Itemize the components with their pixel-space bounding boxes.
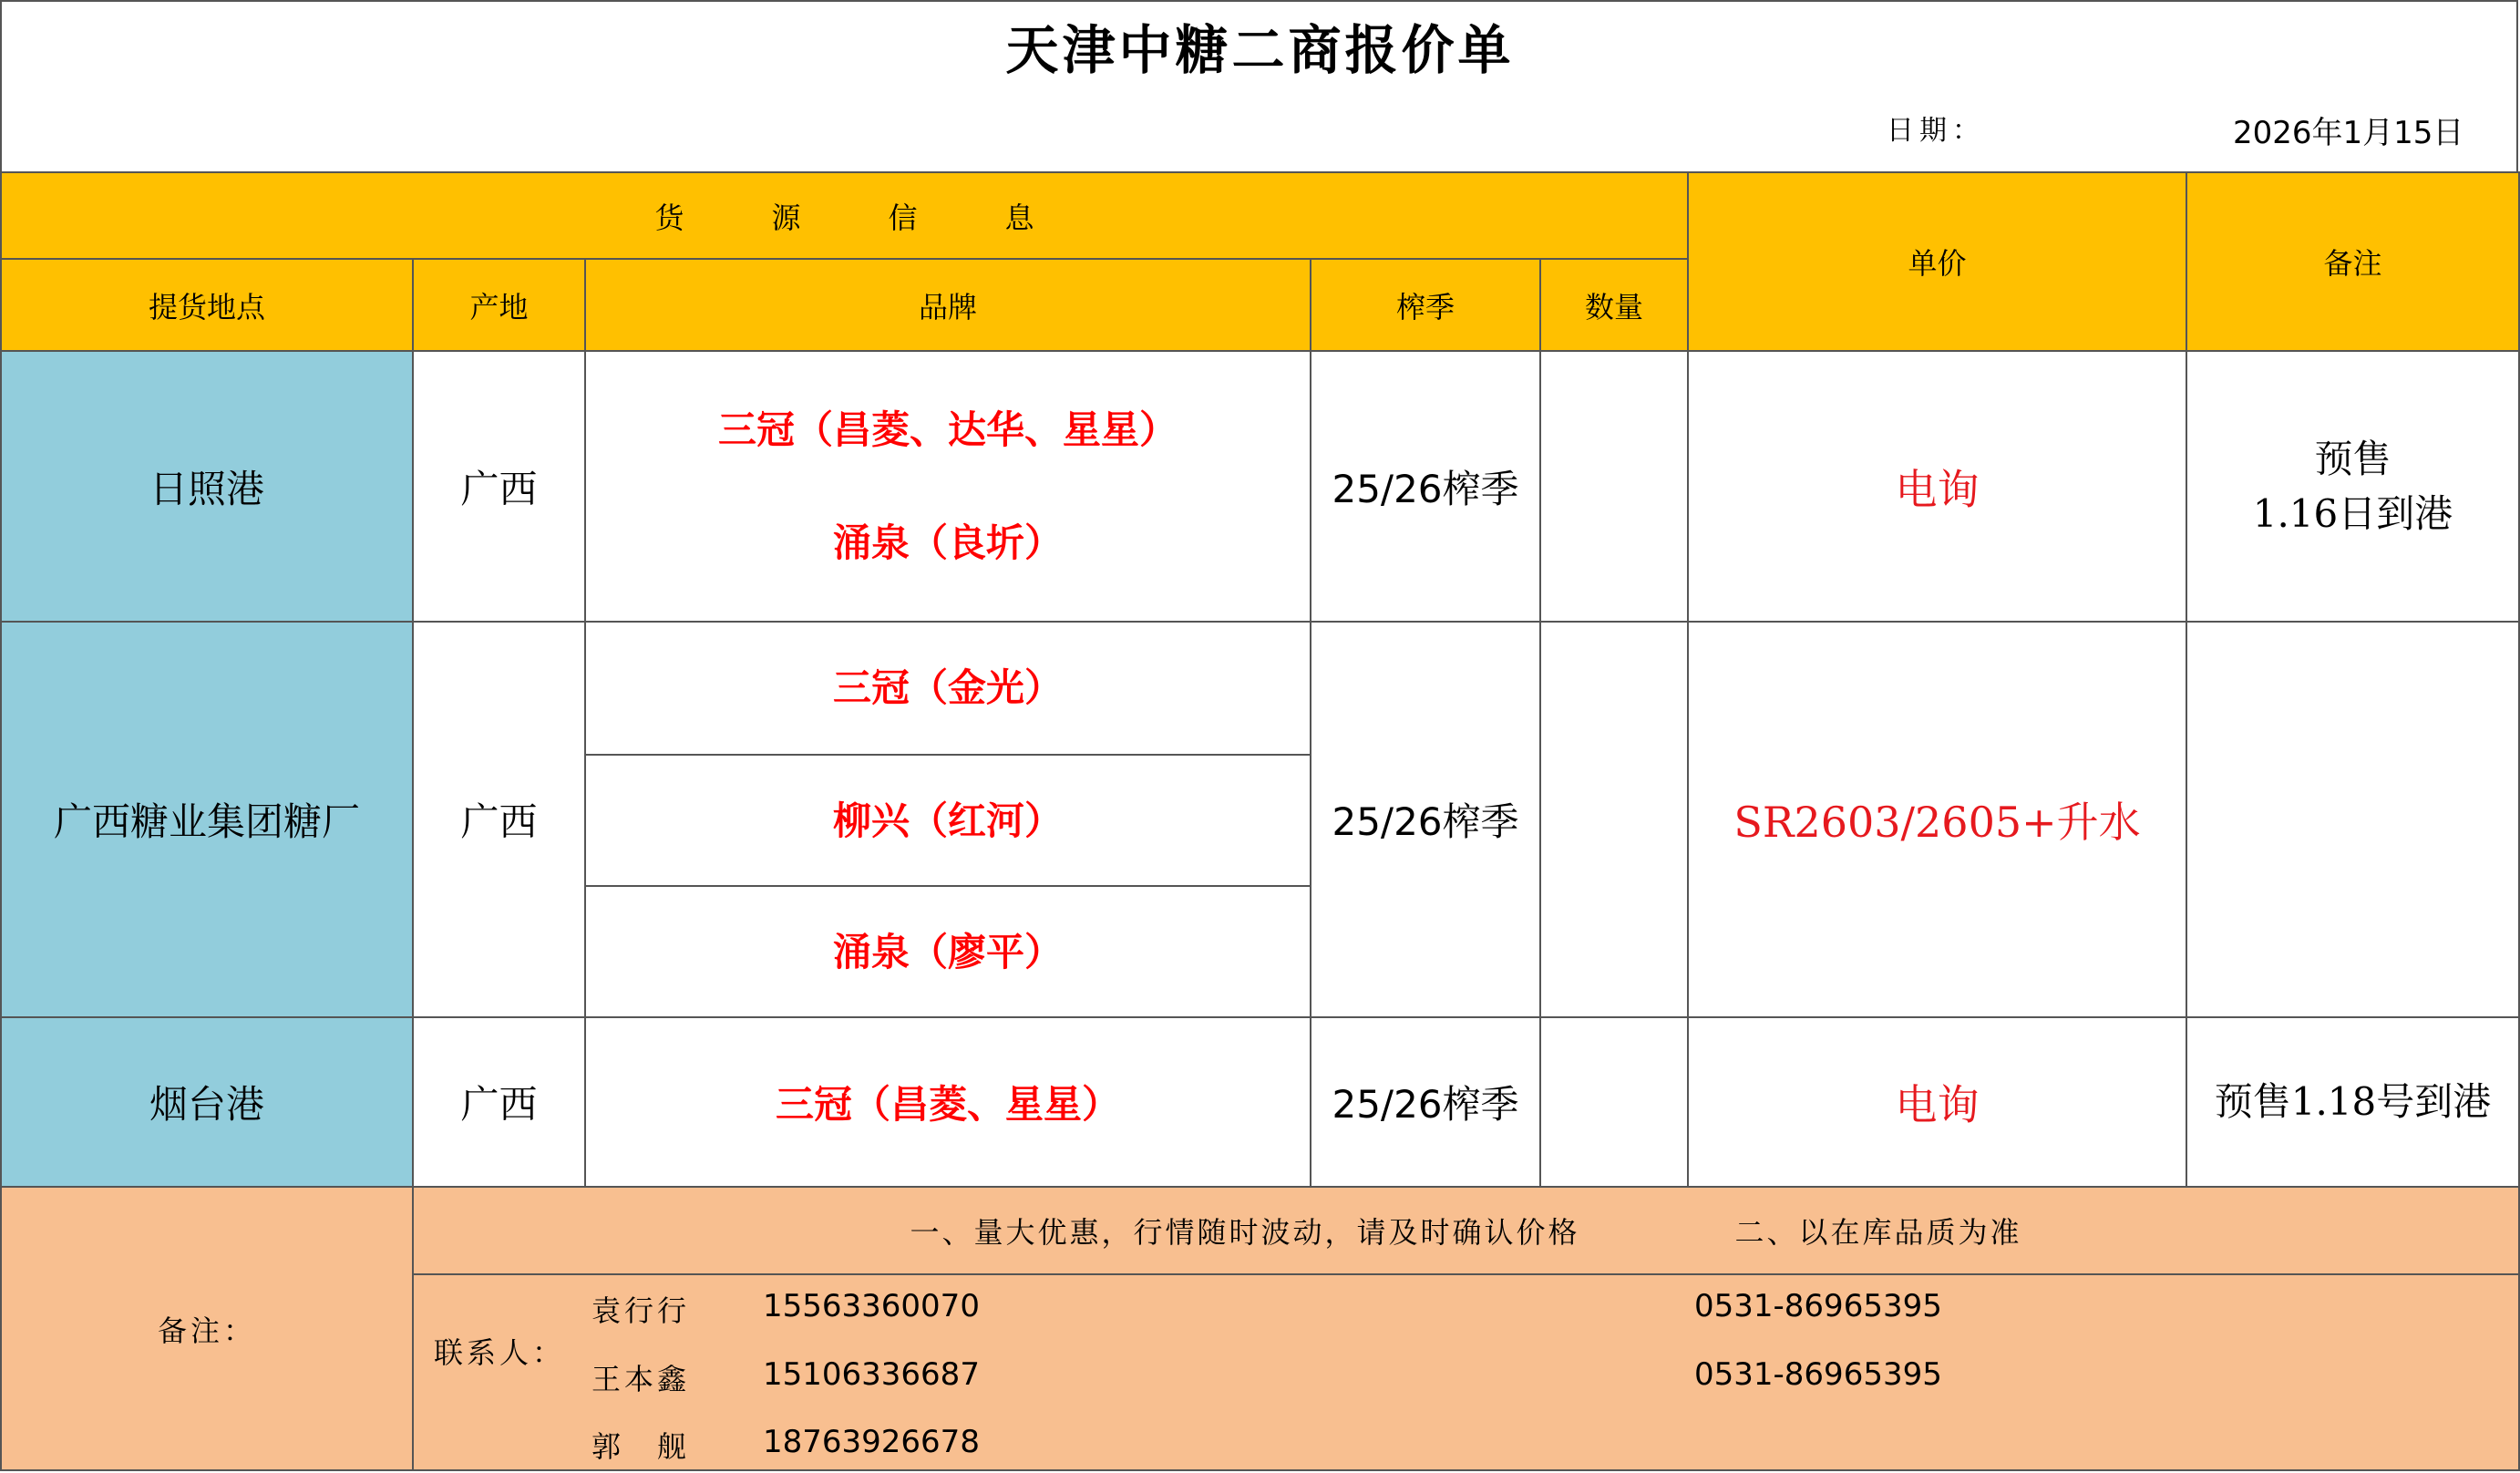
notes-line-2: 二、以在库品质为准: [1734, 1215, 2022, 1250]
remark-cell: [2186, 622, 2519, 1017]
brand-cell: [585, 351, 1311, 622]
origin: 广西: [413, 1017, 585, 1187]
contact-phone: 0531-86965395: [1694, 1288, 1942, 1324]
brand-cell: [585, 622, 1311, 1017]
pickup-location: 广西糖业集团糖厂: [1, 622, 413, 1017]
contact-label: 联系人：: [434, 1335, 566, 1370]
table-row: [1, 622, 2519, 1017]
season: 25/26榨季: [1311, 1017, 1540, 1187]
remarks-header: 备注: [2186, 172, 2519, 351]
brand: 柳兴（红河）: [586, 754, 1310, 885]
contact-phone: 0531-86965395: [1694, 1356, 1942, 1393]
contact-mobile: 15106336687: [763, 1356, 980, 1393]
pickup-location: 日照港: [1, 351, 413, 622]
notes-line-1: 一、量大优惠，行情随时波动，请及时确认价格: [910, 1215, 1580, 1250]
brand: 涌泉（良圻）: [832, 520, 1063, 565]
unit-price: 电询: [1688, 1017, 2186, 1187]
brand: 三冠（昌菱、星星）: [585, 1017, 1311, 1187]
unit-price: SR2603/2605+升水: [1688, 622, 2186, 1017]
date-label: 日期：: [1887, 115, 1985, 147]
pickup-location-header: 提货地点: [1, 259, 413, 351]
unit-price: 电询: [1688, 351, 2186, 622]
contact-mobile: 18763926678: [763, 1424, 980, 1460]
quantity-header: 数量: [1540, 259, 1688, 351]
season-header: 榨季: [1311, 259, 1540, 351]
origin: 广西: [413, 351, 585, 622]
quantity: [1540, 351, 1688, 622]
remark-cell: [2186, 1017, 2519, 1187]
contact-name: 袁行行: [591, 1293, 691, 1328]
brand: 涌泉（廖平）: [586, 885, 1310, 1016]
origin-header: 产地: [413, 259, 585, 351]
quote-table: [0, 171, 2520, 1471]
contacts-cell: [413, 1274, 2519, 1470]
season: 25/26榨季: [1311, 622, 1540, 1017]
origin: 广西: [413, 622, 585, 1017]
remark-cell: [2186, 351, 2519, 622]
supply-info-header: 货源信息: [1, 172, 1688, 259]
table-row: [1, 1017, 2519, 1187]
quantity: [1540, 622, 1688, 1017]
notes-line: [413, 1187, 2519, 1274]
remark-line: 预售: [2314, 436, 2391, 481]
notes-label: 备注：: [1, 1187, 413, 1470]
pickup-location: 烟台港: [1, 1017, 413, 1187]
brand-header: 品牌: [585, 259, 1311, 351]
contact-name: 王本鑫: [591, 1362, 691, 1396]
document-title: 天津中糖二商报价单: [1005, 19, 1515, 81]
season: 25/26榨季: [1311, 351, 1540, 622]
unit-price-header: 单价: [1688, 172, 2186, 351]
brand: 三冠（金光）: [832, 665, 1063, 710]
brand: 三冠（昌菱、达华、星星）: [717, 407, 1178, 452]
quantity: [1540, 1017, 1688, 1187]
contact-name: 郭 舰: [591, 1429, 691, 1464]
remark-line: 1.16日到港: [2252, 490, 2453, 536]
date-value: 2026年1月15日: [2233, 115, 2464, 151]
notes-row: [1, 1187, 2519, 1274]
table-row: [1, 351, 2519, 622]
contact-mobile: 15563360070: [763, 1288, 980, 1324]
remark-line: 预售1.18号到港: [2214, 1079, 2492, 1124]
